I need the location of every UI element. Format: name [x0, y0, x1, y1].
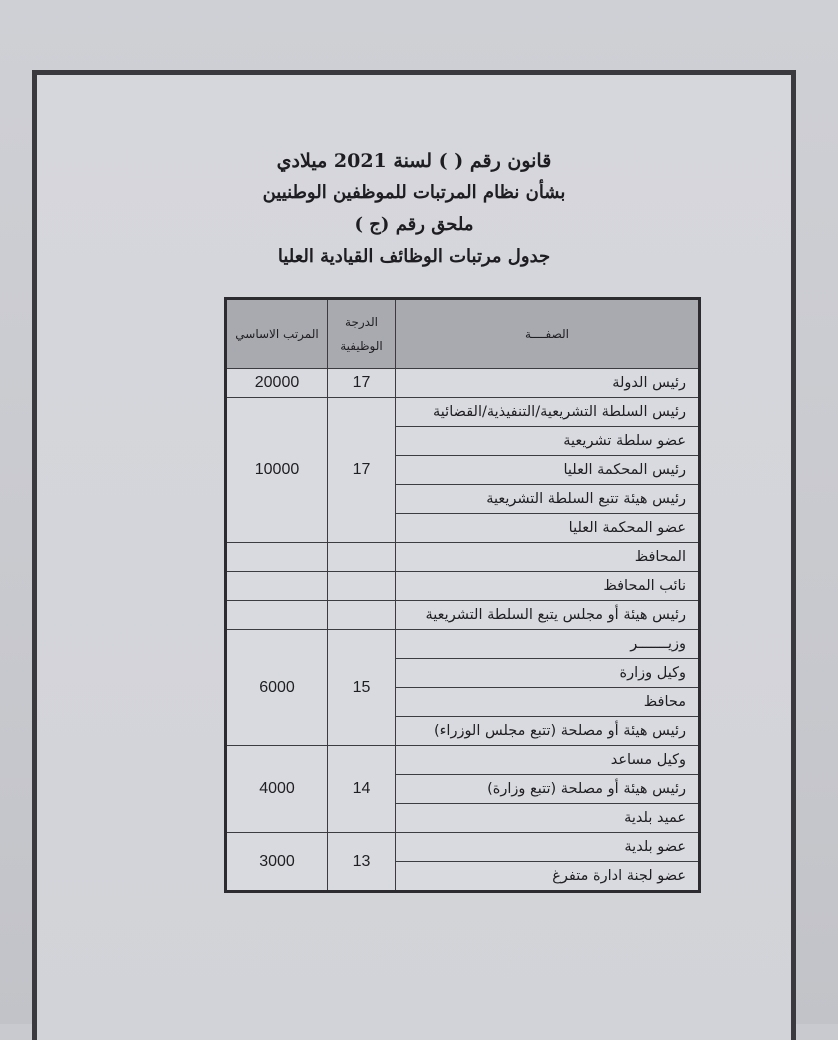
salary-table	[224, 297, 701, 893]
cell-title: عضو لجنة ادارة متفرغ	[396, 862, 700, 892]
cell-title: وكيل مساعد	[396, 746, 700, 775]
cell-title: رئيس هيئة أو مصلحة (تتبع وزارة)	[396, 775, 700, 804]
cell-grade: 13	[328, 833, 396, 892]
cell-title: وكيل وزارة	[396, 659, 700, 688]
cell-salary: 3000	[226, 833, 328, 892]
salary-table-wrapper	[224, 297, 698, 893]
document-header	[37, 145, 791, 273]
cell-title: وزيـــــــر	[396, 630, 700, 659]
cell-salary-empty	[226, 543, 328, 572]
cell-salary: 20000	[226, 369, 328, 398]
table-row	[226, 543, 700, 572]
column-header-title: الصفــــة	[396, 299, 700, 369]
cell-grade-empty	[328, 601, 396, 630]
cell-grade: 15	[328, 630, 396, 746]
cell-grade: 17	[328, 398, 396, 543]
cell-title: رئيس هيئة أو مجلس يتبع السلطة التشريعية	[396, 601, 700, 630]
cell-title: رئيس هيئة تتبع السلطة التشريعية	[396, 485, 700, 514]
table-row	[226, 572, 700, 601]
table-header-row	[226, 299, 700, 369]
law-subject: بشأن نظام المرتبات للموظفين الوطنيين	[262, 182, 566, 203]
annex-number: ملحق رقم (ج )	[354, 214, 474, 235]
law-title: قانون رقم ( ) لسنة 2021 ميلادي	[276, 150, 552, 172]
cell-salary: 10000	[226, 398, 328, 543]
cell-title: رئيس السلطة التشريعية/التنفيذية/القضائية	[396, 398, 700, 427]
cell-grade: 14	[328, 746, 396, 833]
table-row	[226, 398, 700, 427]
table-row	[226, 601, 700, 630]
cell-title: رئيس الدولة	[396, 369, 700, 398]
cell-salary: 4000	[226, 746, 328, 833]
cell-title: عضو المحكمة العليا	[396, 514, 700, 543]
table-row	[226, 833, 700, 862]
column-header-grade: الدرجة الوظيفية	[328, 299, 396, 369]
cell-title: المحافظ	[396, 543, 700, 572]
cell-salary-empty	[226, 601, 328, 630]
cell-title: عضو بلدية	[396, 833, 700, 862]
table-title: جدول مرتبات الوظائف القيادية العليا	[277, 246, 551, 267]
cell-grade-empty	[328, 543, 396, 572]
document-page	[32, 70, 796, 1040]
cell-title: عضو سلطة تشريعية	[396, 427, 700, 456]
table-row	[226, 369, 700, 398]
column-header-salary: المرتب الاساسي	[226, 299, 328, 369]
cell-grade-empty	[328, 572, 396, 601]
cell-title: محافظ	[396, 688, 700, 717]
cell-title: رئيس هيئة أو مصلحة (تتبع مجلس الوزراء)	[396, 717, 700, 746]
cell-title: نائب المحافظ	[396, 572, 700, 601]
cell-title: عميد بلدية	[396, 804, 700, 833]
table-row	[226, 746, 700, 775]
cell-title: رئيس المحكمة العليا	[396, 456, 700, 485]
cell-salary-empty	[226, 572, 328, 601]
cell-salary: 6000	[226, 630, 328, 746]
table-row	[226, 630, 700, 659]
cell-grade: 17	[328, 369, 396, 398]
